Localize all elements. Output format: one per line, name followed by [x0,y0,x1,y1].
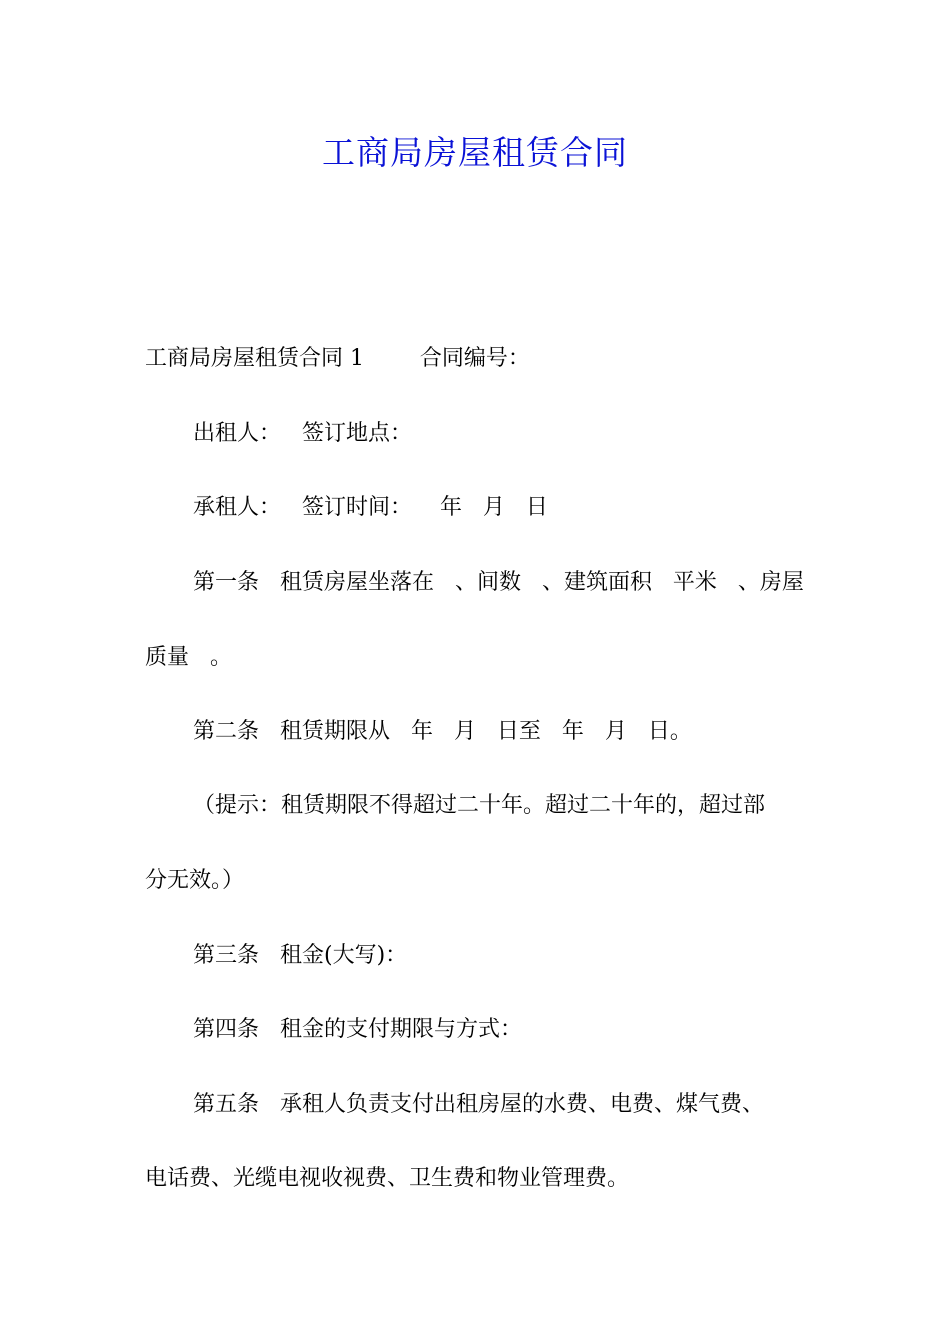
article-1-line-1: 第一条 租赁房屋坐落在 、间数 、建筑面积 平米 、房屋 [193,570,804,595]
article-2-line: 第二条 租赁期限从 年 月 日至 年 月 日。 [193,719,692,744]
article-5-line-1: 第五条 承租人负责支付出租房屋的水费、电费、煤气费、 [193,1092,764,1117]
document-title: 工商局房屋租赁合同 [322,133,628,172]
article-4-line: 第四条 租金的支付期限与方式： [193,1017,522,1042]
contract-header-line: 工商局房屋租赁合同 1 合同编号： [145,346,530,371]
article-3-line: 第三条 租金(大写)： [193,943,408,968]
lessor-line: 出租人： 签订地点： [193,421,412,446]
note-line-1: （提示：租赁期限不得超过二十年。超过二十年的，超过部 [193,793,766,818]
article-5-line-2: 电话费、光缆电视收视费、卫生费和物业管理费。 [145,1166,630,1191]
note-line-2: 分无效。） [145,868,245,893]
article-1-line-2: 质量 。 [145,645,232,670]
lessee-line: 承租人： 签订时间： 年 月 日 [193,495,548,520]
